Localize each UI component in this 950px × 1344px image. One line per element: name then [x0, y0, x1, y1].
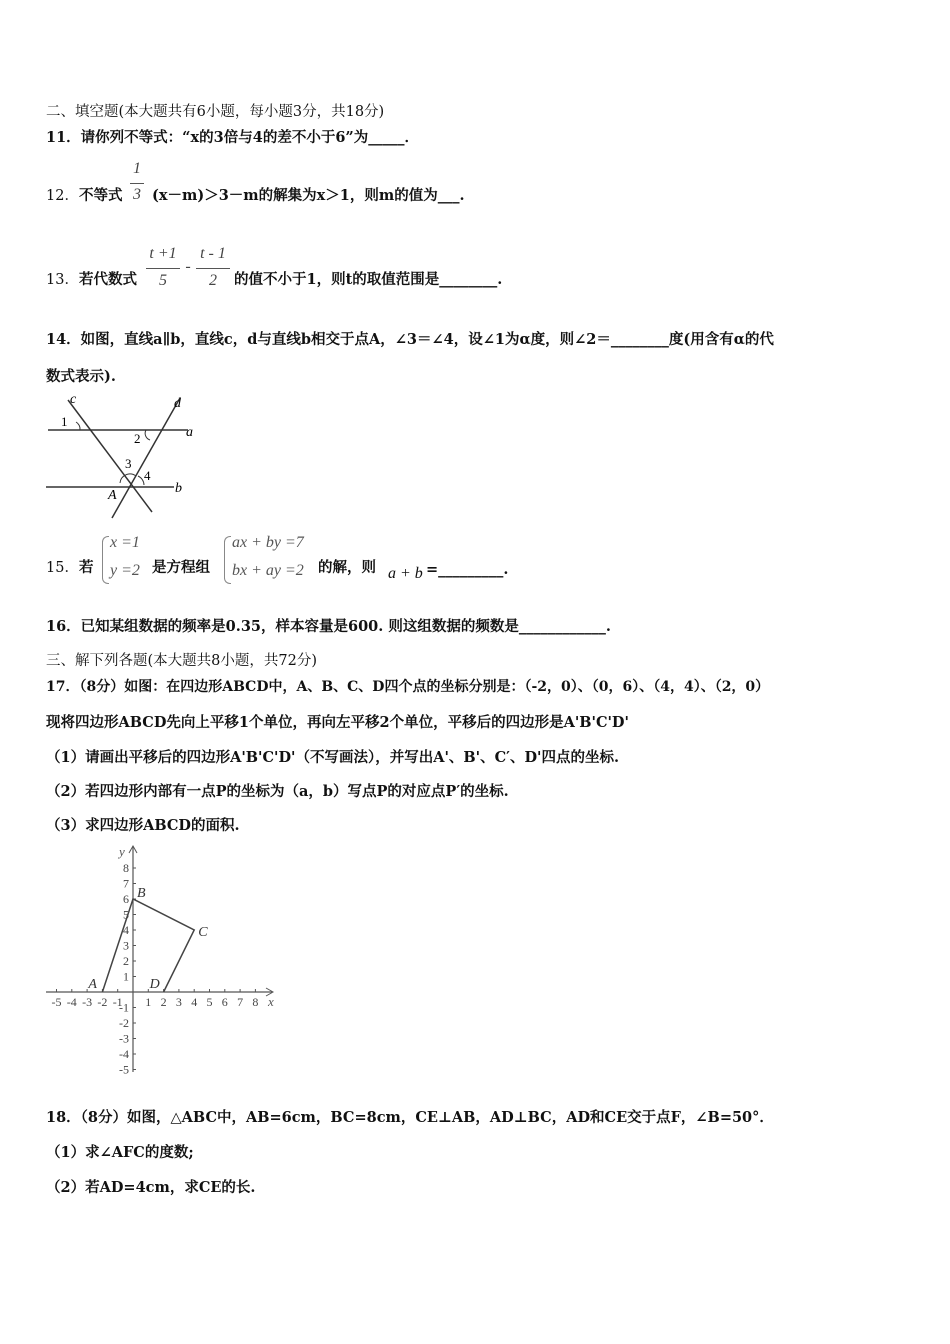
q13-frac1-denominator: 5	[159, 272, 167, 289]
x-tick-label: -3	[82, 995, 93, 1009]
x-tick-label: -1	[112, 995, 123, 1009]
q15-system1-brace	[102, 536, 109, 584]
section-3-title: 三、解下列各题(本大题共8小题，共72分)	[46, 653, 317, 669]
y-axis-label: y	[119, 844, 125, 859]
point-label-C: C	[198, 925, 208, 940]
q15-tail: =_________.	[426, 561, 509, 578]
label-2: 2	[134, 431, 141, 446]
label-d: d	[174, 396, 181, 411]
x-tick-label: 7	[237, 995, 244, 1009]
y-tick-label: 5	[123, 907, 129, 922]
question-17-sub3: （3）求四边形ABCD的面积.	[46, 817, 240, 834]
q13-pre: 若代数式	[78, 271, 137, 288]
y-tick-label: 2	[123, 954, 129, 968]
y-tick-label: 3	[123, 938, 129, 953]
q12-number: 12．	[46, 188, 79, 204]
y-tick-label: 8	[123, 861, 129, 875]
x-tick-label: -4	[66, 995, 77, 1009]
label-a: a	[186, 425, 193, 440]
angle-2-arc	[145, 430, 150, 440]
x-tick-label: 1	[145, 995, 152, 1009]
point-label-B: B	[137, 886, 146, 901]
x-tick-label: 4	[191, 995, 198, 1009]
q13-number: 13．	[46, 272, 79, 288]
question-17-line2: 现将四边形ABCD先向上平移1个单位，再向左平移2个单位，平移后的四边形是A'B'C'D'	[46, 714, 629, 731]
y-tick-label: -2	[119, 1016, 129, 1030]
q15-mid: 是方程组	[152, 559, 210, 576]
figure-17-coordinate-plane	[40, 840, 290, 1080]
q12-number-prefix	[46, 186, 122, 206]
q12-pre: 不等式	[78, 187, 123, 204]
section-2-title: 二、填空题(本大题共有6小题，每小题3分，共18分)	[46, 104, 385, 120]
x-tick-label: 6	[221, 995, 228, 1009]
q12-frac-denominator: 3	[133, 186, 141, 203]
y-tick-label: -3	[119, 1031, 129, 1046]
q15-system1-row1: x =1	[110, 534, 140, 551]
question-18-sub1: （1）求∠AFC的度数;	[46, 1144, 194, 1161]
q13-frac2-numerator: t - 1	[200, 245, 226, 262]
point-label-A: A	[88, 977, 97, 992]
label-A: A	[108, 488, 117, 503]
y-tick-label: 6	[123, 892, 129, 906]
q15-system1-row2: y =2	[110, 562, 140, 579]
q15-expression: a + b	[388, 565, 423, 582]
x-tick-label: 8	[252, 995, 259, 1009]
label-c: c	[70, 392, 77, 407]
y-tick-label: 1	[123, 969, 129, 984]
y-tick-label: -4	[119, 1047, 129, 1061]
q13-minus: -	[185, 258, 191, 275]
label-3: 3	[125, 456, 132, 471]
q12-frac-numerator: 1	[133, 160, 141, 177]
question-16: 16．已知某组数据的频率是0.35，样本容量是600. 则这组数据的频数是____________.	[46, 618, 611, 635]
y-tick-label: 4	[123, 923, 129, 937]
x-tick-label: 3	[175, 995, 182, 1009]
question-18-sub2: （2）若AD=4cm，求CE的长.	[46, 1179, 256, 1196]
q12-frac-bar	[130, 183, 144, 184]
line-d	[112, 398, 180, 518]
y-tick-label: -5	[119, 1062, 129, 1077]
q15-number: 15．	[46, 560, 79, 576]
q15-system2-row1: ax + by =7	[232, 534, 304, 551]
point-label-D: D	[149, 977, 160, 992]
question-18-line1: 18．（8分）如图，△ABC中，AB=6cm，BC=8cm，CE⊥AB，AD⊥BC，AD和CE交于点F，∠B=50°．	[46, 1109, 774, 1126]
q15-post: 的解，则	[318, 559, 376, 576]
q13-frac2-bar	[196, 268, 230, 269]
q15-pre: 若	[78, 559, 94, 576]
question-14-line2: 数式表示).	[46, 368, 116, 385]
q15-system2-brace	[224, 536, 231, 584]
question-17-line1: 17．（8分）如图：在四边形ABCD中，A、B、C、D四个点的坐标分别是：（-2，0）、（0，6）、（4，4）、（2，0）	[46, 679, 770, 695]
question-17-sub1: （1）请画出平移后的四边形A'B'C'D'（不写画法），并写出A'、B'、C′、D'四点的坐标.	[46, 749, 620, 766]
x-tick-label: 2	[160, 995, 167, 1009]
q15-system2-row2: bx + ay =2	[232, 562, 304, 579]
question-17-sub2: （2）若四边形内部有一点P的坐标为（a，b）写点P的对应点P′的坐标.	[46, 783, 509, 800]
x-tick-label: 5	[206, 995, 213, 1009]
y-tick-label: -1	[119, 1000, 129, 1015]
angle-1-arc	[76, 422, 80, 430]
x-axis-label: x	[268, 994, 274, 1009]
label-b: b	[175, 481, 182, 496]
figure-14-parallel-lines	[40, 390, 210, 520]
q13-frac2-denominator: 2	[209, 272, 217, 289]
quadrilateral-abcd	[102, 899, 194, 992]
q13-frac1-bar	[146, 268, 180, 269]
q12-post: (x－m)＞3－m的解集为x＞1，则m的值为___.	[152, 187, 465, 204]
question-11: 11．请你列不等式：“x的3倍与4的差不小于6”为_____．	[46, 129, 420, 146]
question-14-line1: 14．如图，直线a∥b，直线c，d与直线b相交于点A，∠3＝∠4，设∠1为α度，则∠2＝________度(用含有α的代	[46, 331, 774, 348]
label-4: 4	[144, 468, 151, 483]
label-1: 1	[61, 414, 68, 429]
y-tick-label: 7	[123, 876, 129, 891]
q13-frac1-numerator: t +1	[149, 245, 177, 262]
x-tick-label: -5	[51, 995, 62, 1009]
x-tick-label: -2	[97, 995, 108, 1009]
q13-post: 的值不小于1，则t的取值范围是________.	[234, 271, 503, 288]
